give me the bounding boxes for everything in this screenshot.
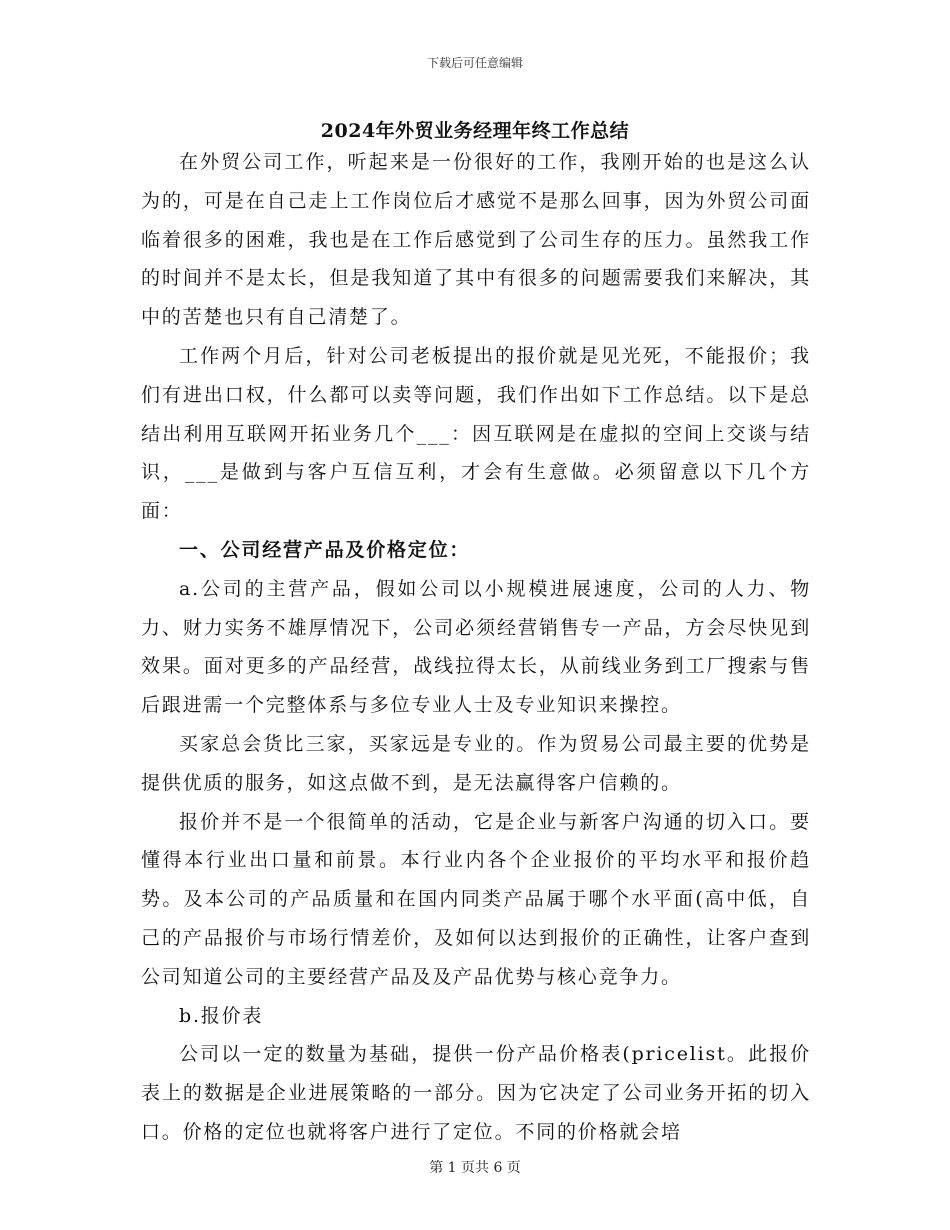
paragraph-subheading-b: b.报价表 [179, 1004, 264, 1027]
paragraph-summary: 工作两个月后，针对公司老板提出的报价就是见光死，不能报价；我们有进出口权，什么都可以卖等问题，我们作出如下工作总结。以下是总结出利用互联网开拓业务几个___：因互联网是在虚拟的空间上交谈与结识，___是做到与客户互信互利，才会有生意做。必须留意以下几个方面： [141, 344, 811, 523]
page-number: 第 1 页共 6 页 [429, 1160, 521, 1176]
document-title: 2024年外贸业务经理年终工作总结 [320, 120, 630, 142]
paragraph-buyers: 买家总会货比三家，买家远是专业的。作为贸易公司最主要的优势是提供优质的服务，如这点做不到，是无法赢得客户信赖的。 [141, 732, 811, 794]
paragraph-pricelist: 公司以一定的数量为基础，提供一份产品价格表(pricelist。此报价表上的数据是企业进展策略的一部分。因为它决定了公司业务开拓的切入口。价格的定位也就将客户进行了定位。不同的价格就会培 [141, 1043, 811, 1143]
paragraph-quotation: 报价并不是一个很简单的活动，它是企业与新客户沟通的切入口。要懂得本行业出口量和前景。本行业内各个企业报价的平均水平和报价趋势。及本公司的产品质量和在国内同类产品属于哪个水平面(高中低，自己的产品报价与市场行情差价，及如何以达到报价的正确性，让客户查到公司知道公司的主要经营产品及及产品优势与核心竞争力。 [141, 810, 811, 988]
paragraph-intro: 在外贸公司工作，听起来是一份很好的工作，我刚开始的也是这么认为的，可是在自己走上工作岗位后才感觉不是那么回事，因为外贸公司面临着很多的困难，我也是在工作后感觉到了公司生存的压力。虽然我工作的时间并不是太长，但是我知道了其中有很多的问题需要我们来解决，其中的苦楚也只有自己清楚了。 [141, 151, 811, 329]
paragraph-main-products: a.公司的主营产品，假如公司以小规模进展速度，公司的人力、物力、财力实务不雄厚情况下，公司必须经营销售专一产品，方会尽快见到效果。面对更多的产品经营，战线拉得太长，从前线业务到工厂搜索与售后跟进需一个完整体系与多位专业人士及专业知识来操控。 [141, 577, 811, 717]
document-body [141, 143, 811, 1152]
section-heading-1: 一、公司经营产品及价格定位： [179, 538, 471, 561]
page-header-note: 下载后可任意编辑 [426, 56, 523, 70]
